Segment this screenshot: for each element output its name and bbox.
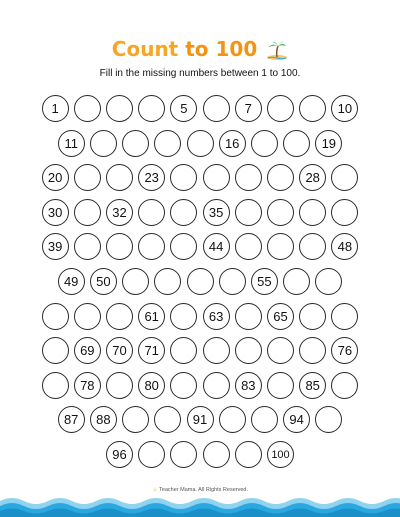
- title-word-to-100: to 100: [185, 37, 258, 61]
- blank-number-circle[interactable]: [106, 233, 133, 260]
- blank-number-circle[interactable]: [203, 372, 230, 399]
- number-circle: 48: [331, 233, 358, 260]
- title-word-count: Count: [111, 37, 179, 61]
- blank-number-circle[interactable]: [267, 199, 294, 226]
- number-circle: 5: [170, 95, 197, 122]
- grid-row: [0, 199, 400, 229]
- blank-number-circle[interactable]: [251, 406, 278, 433]
- blank-number-circle[interactable]: [138, 95, 165, 122]
- blank-number-circle[interactable]: [235, 303, 262, 330]
- number-circle: 20: [42, 164, 69, 191]
- blank-number-circle[interactable]: [251, 130, 278, 157]
- blank-number-circle[interactable]: [283, 268, 310, 295]
- number-circle: 88: [90, 406, 117, 433]
- blank-number-circle[interactable]: [299, 199, 326, 226]
- grid-row: [0, 164, 400, 194]
- number-circle: 87: [58, 406, 85, 433]
- number-circle: 30: [42, 199, 69, 226]
- blank-number-circle[interactable]: [267, 337, 294, 364]
- blank-number-circle[interactable]: [203, 95, 230, 122]
- blank-number-circle[interactable]: [106, 303, 133, 330]
- blank-number-circle[interactable]: [235, 337, 262, 364]
- blank-number-circle[interactable]: [170, 372, 197, 399]
- blank-number-circle[interactable]: [331, 199, 358, 226]
- blank-number-circle[interactable]: [122, 406, 149, 433]
- blank-number-circle[interactable]: [235, 199, 262, 226]
- number-circle: 16: [219, 130, 246, 157]
- blank-number-circle[interactable]: [203, 441, 230, 468]
- blank-number-circle[interactable]: [283, 130, 310, 157]
- number-circle: 44: [203, 233, 230, 260]
- grid-row: [0, 441, 400, 471]
- number-circle: 61: [138, 303, 165, 330]
- grid-row: [0, 406, 400, 436]
- blank-number-circle[interactable]: [138, 199, 165, 226]
- blank-number-circle[interactable]: [170, 199, 197, 226]
- number-circle: 78: [74, 372, 101, 399]
- blank-number-circle[interactable]: [170, 233, 197, 260]
- footer: [0, 487, 400, 493]
- blank-number-circle[interactable]: [106, 164, 133, 191]
- grid-row: [0, 233, 400, 263]
- instructions: Fill in the missing numbers between 1 to 100.: [99, 68, 301, 79]
- blank-number-circle[interactable]: [267, 372, 294, 399]
- blank-number-circle[interactable]: [154, 268, 181, 295]
- blank-number-circle[interactable]: [299, 95, 326, 122]
- blank-number-circle[interactable]: [74, 164, 101, 191]
- number-circle: 63: [203, 303, 230, 330]
- blank-number-circle[interactable]: [122, 130, 149, 157]
- number-circle: 65: [267, 303, 294, 330]
- number-circle: 28: [299, 164, 326, 191]
- number-circle: 96: [106, 441, 133, 468]
- number-circle: 35: [203, 199, 230, 226]
- blank-number-circle[interactable]: [187, 130, 214, 157]
- blank-number-circle[interactable]: [170, 337, 197, 364]
- number-circle: 50: [90, 268, 117, 295]
- blank-number-circle[interactable]: [267, 95, 294, 122]
- blank-number-circle[interactable]: [235, 233, 262, 260]
- number-circle: 19: [315, 130, 342, 157]
- blank-number-circle[interactable]: [138, 441, 165, 468]
- teacher-mama-logo-icon: ☺: [151, 487, 158, 493]
- grid-row: [0, 303, 400, 333]
- blank-number-circle[interactable]: [203, 164, 230, 191]
- grid-row: [0, 372, 400, 402]
- number-circle: 85: [299, 372, 326, 399]
- wave-decoration: [0, 495, 400, 517]
- number-circle: 39: [42, 233, 69, 260]
- number-circle: 71: [138, 337, 165, 364]
- number-circle: 83: [235, 372, 262, 399]
- number-circle: 70: [106, 337, 133, 364]
- blank-number-circle[interactable]: [331, 303, 358, 330]
- number-circle: 94: [283, 406, 310, 433]
- blank-number-circle[interactable]: [106, 95, 133, 122]
- number-circle: 1: [42, 95, 69, 122]
- blank-number-circle[interactable]: [331, 372, 358, 399]
- blank-number-circle[interactable]: [299, 303, 326, 330]
- number-circle: 32: [106, 199, 133, 226]
- blank-number-circle[interactable]: [122, 268, 149, 295]
- blank-number-circle[interactable]: [74, 233, 101, 260]
- blank-number-circle[interactable]: [154, 406, 181, 433]
- grid-row: [0, 268, 400, 298]
- blank-number-circle[interactable]: [267, 233, 294, 260]
- blank-number-circle[interactable]: [170, 164, 197, 191]
- blank-number-circle[interactable]: [138, 233, 165, 260]
- blank-number-circle[interactable]: [106, 372, 133, 399]
- page-title: [0, 36, 400, 62]
- blank-number-circle[interactable]: [42, 372, 69, 399]
- blank-number-circle[interactable]: [315, 268, 342, 295]
- blank-number-circle[interactable]: [219, 268, 246, 295]
- number-circle: 55: [251, 268, 278, 295]
- number-circle: 11: [58, 130, 85, 157]
- blank-number-circle[interactable]: [235, 164, 262, 191]
- blank-number-circle[interactable]: [299, 233, 326, 260]
- blank-number-circle[interactable]: [235, 441, 262, 468]
- number-circle: 91: [187, 406, 214, 433]
- blank-number-circle[interactable]: [315, 406, 342, 433]
- blank-number-circle[interactable]: [267, 164, 294, 191]
- footer-copyright: Teacher Mama. All Rights Reserved.: [159, 487, 249, 493]
- blank-number-circle[interactable]: [299, 337, 326, 364]
- blank-number-circle[interactable]: [219, 406, 246, 433]
- blank-number-circle[interactable]: [154, 130, 181, 157]
- blank-number-circle[interactable]: [74, 303, 101, 330]
- palm-tree-island-icon: [266, 40, 288, 60]
- blank-number-circle[interactable]: [90, 130, 117, 157]
- blank-number-circle[interactable]: [170, 441, 197, 468]
- number-circle: 10: [331, 95, 358, 122]
- number-circle: 69: [74, 337, 101, 364]
- blank-number-circle[interactable]: [74, 95, 101, 122]
- number-circle: 23: [138, 164, 165, 191]
- grid-row: [0, 95, 400, 125]
- blank-number-circle[interactable]: [187, 268, 214, 295]
- number-circle: 76: [331, 337, 358, 364]
- blank-number-circle[interactable]: [331, 164, 358, 191]
- number-circle: 100: [267, 441, 294, 468]
- number-circle: 49: [58, 268, 85, 295]
- blank-number-circle[interactable]: [42, 303, 69, 330]
- grid-row: [0, 337, 400, 367]
- number-circle: 80: [138, 372, 165, 399]
- blank-number-circle[interactable]: [74, 199, 101, 226]
- blank-number-circle[interactable]: [170, 303, 197, 330]
- number-circle: 7: [235, 95, 262, 122]
- blank-number-circle[interactable]: [42, 337, 69, 364]
- blank-number-circle[interactable]: [203, 337, 230, 364]
- grid-row: [0, 130, 400, 160]
